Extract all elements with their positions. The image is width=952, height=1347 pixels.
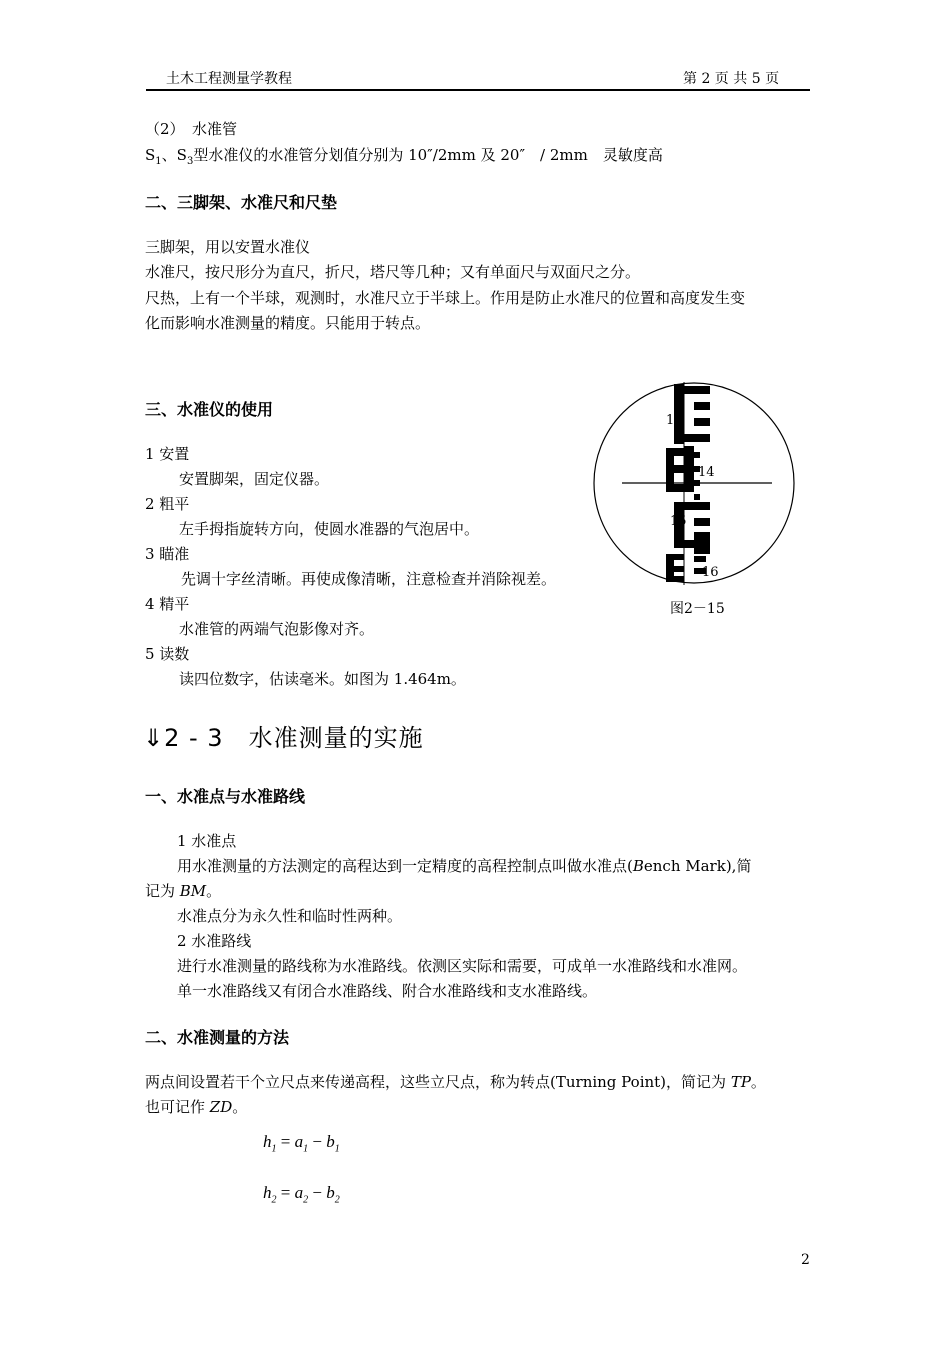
route-line: 进行水准测量的路线称为水准路线。依测区实际和需要，可成单一水准路线和水准网。 [177, 957, 748, 975]
heading-method: 二、水准测量的方法 [145, 1028, 290, 1047]
tripod-line: 水准尺，按尺形分为直尺，折尺，塔尺等几种；又有单面尺与双面尺之分。 [145, 263, 641, 281]
chapter-heading [143, 718, 424, 753]
staff-label-16: 16 [702, 565, 719, 580]
double-down-arrow-icon: ⇓ [143, 724, 165, 752]
tripod-line: 三脚架，用以安置水准仪 [145, 238, 311, 256]
staff-e-mark-14 [666, 446, 700, 500]
route-line: 单一水准路线又有闭合水准路线、附合水准路线和支水准路线。 [177, 982, 598, 1000]
staff-label-14: 14 [698, 465, 715, 480]
usage-step-title: 2 粗平 [145, 495, 190, 513]
usage-step-title: 3 瞄准 [145, 545, 190, 563]
header-rule [146, 89, 810, 91]
staff-e-mark-16 [666, 554, 706, 582]
formula-h1: $h_1 = a_1 - b_1$ [263, 1132, 340, 1155]
heading-tripod: 二、三脚架、水准尺和尺垫 [145, 193, 338, 212]
benchmark-definition: 用水准测量的方法测定的高程达到一定精度的高程控制点叫做水准点(Bench Mark),简 [177, 857, 752, 875]
route-subtitle: 2 水准路线 [177, 932, 252, 950]
usage-step-desc: 水准管的两端气泡影像对齐。 [179, 620, 375, 638]
chapter-title: 2 - 3 水准测量的实施 [164, 724, 424, 752]
tube-label: （2） 水准管 [145, 120, 238, 138]
staff-label-13: 13 [666, 413, 683, 428]
usage-step-desc: 左手拇指旋转方向，使圆水准器的气泡居中。 [179, 520, 480, 538]
staff-reticle-figure [590, 380, 800, 590]
usage-step-desc: 读四位数字，估读毫米。如图为 1.464m。 [179, 670, 466, 688]
figure-caption: 图2－15 [670, 601, 725, 617]
usage-step-desc: 先调十字丝清晰。再使成像清晰，注意检查并消除视差。 [181, 570, 557, 588]
method-line: 两点间设置若干个立尺点来传递高程，这些立尺点，称为转点(Turning Point)，简记为 TP。 [145, 1073, 766, 1091]
method-line: 也可记作 ZD。 [145, 1098, 248, 1116]
usage-step-title: 1 安置 [145, 445, 190, 463]
page-number: 2 [801, 1252, 810, 1268]
usage-step-title: 4 精平 [145, 595, 190, 613]
tripod-line: 化而影响水准测量的精度。只能用于转点。 [145, 314, 431, 332]
benchmark-subtitle: 1 水准点 [177, 832, 237, 850]
header-book-title: 土木工程测量学教程 [166, 71, 292, 87]
header-page-info: 第 2 页 共 5 页 [683, 71, 780, 87]
heading-benchmark: 一、水准点与水准路线 [145, 787, 306, 806]
formula-h2: $h_2 = a_2 - b_2$ [263, 1183, 340, 1206]
usage-step-title: 5 读数 [145, 645, 190, 663]
benchmark-types: 水准点分为永久性和临时性两种。 [177, 907, 403, 925]
usage-step-desc: 安置脚架，固定仪器。 [179, 470, 330, 488]
benchmark-abbrev: 记为 BM。 [145, 882, 222, 900]
staff-label-15: 15 [670, 514, 687, 529]
tube-description: $S_1$、$S_3$型水准仪的水准管分划值分别为 10″/2mm 及 20″ / 2mm 灵敏度高 [145, 146, 663, 167]
tripod-line: 尺热，上有一个半球，观测时，水准尺立于半球上。作用是防止水准尺的位置和高度发生变 [145, 289, 746, 307]
heading-usage: 三、水准仪的使用 [145, 400, 274, 419]
